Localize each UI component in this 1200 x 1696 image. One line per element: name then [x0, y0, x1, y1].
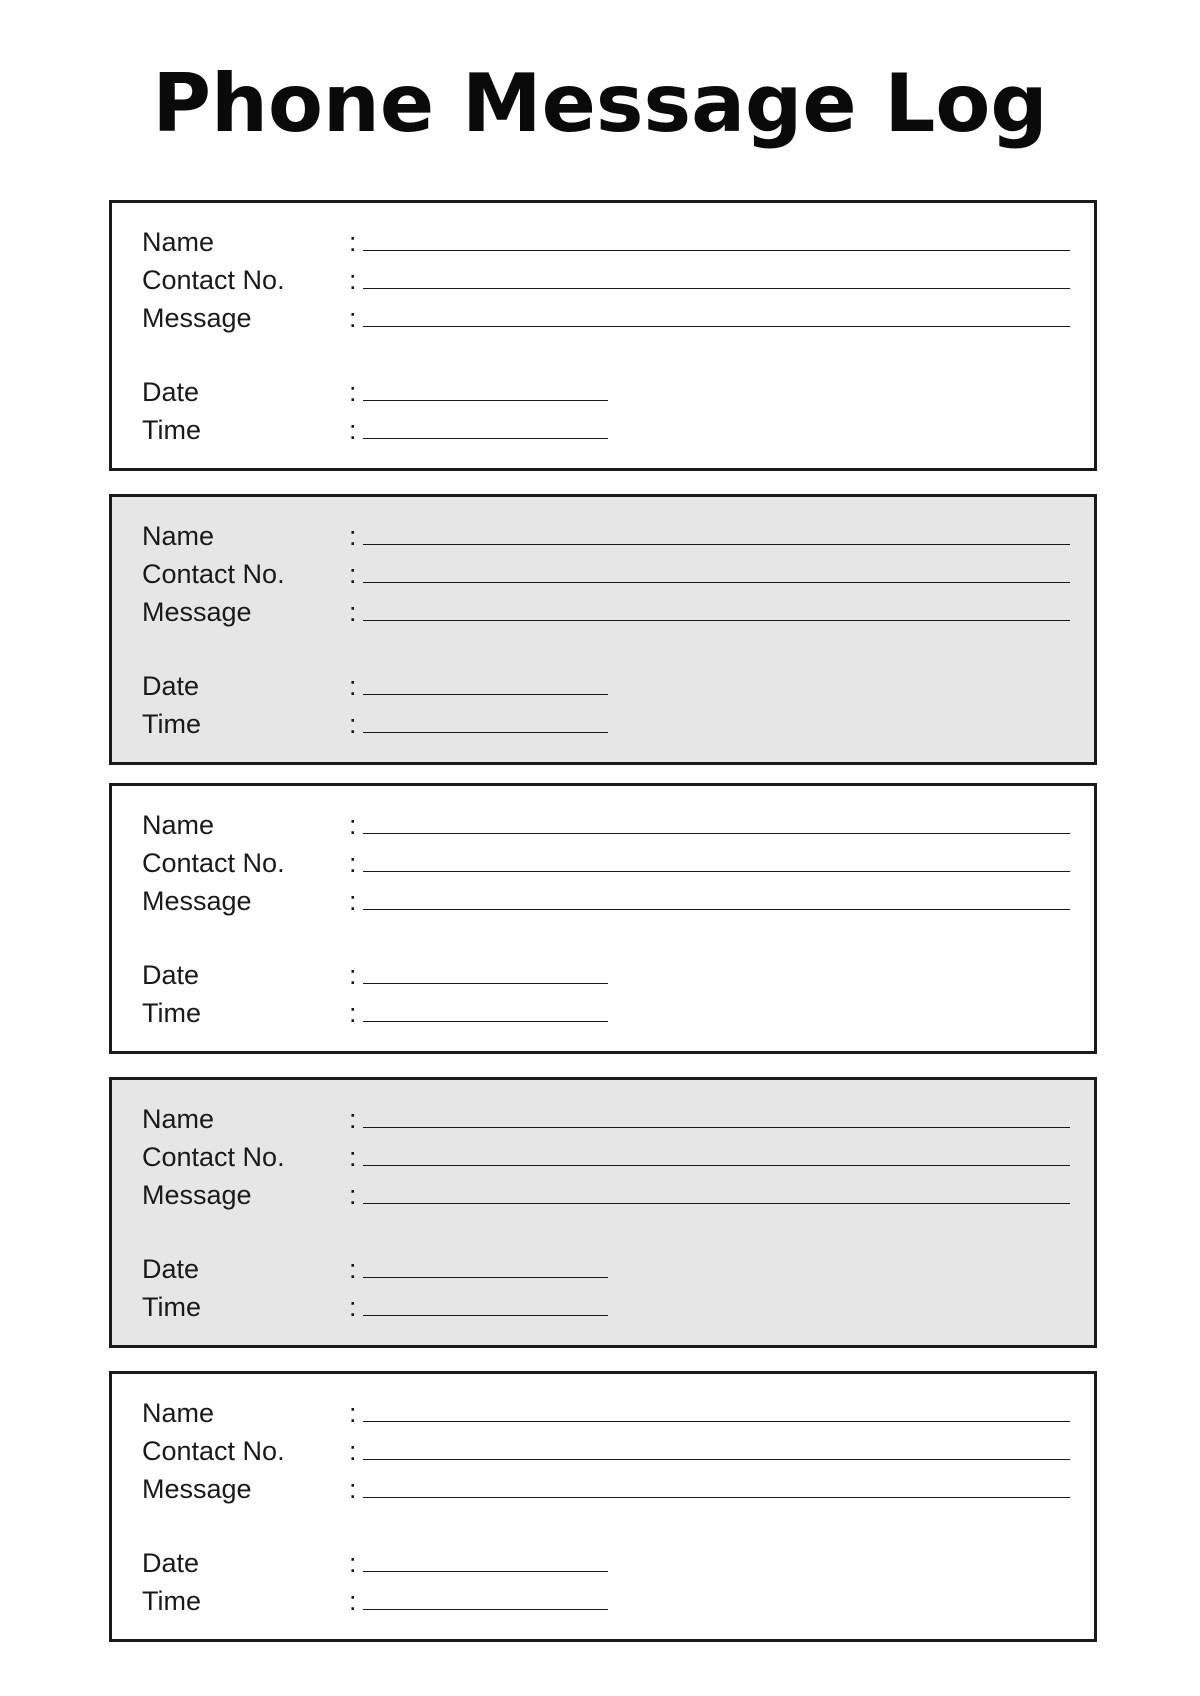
message-blank-line[interactable] — [363, 1497, 1070, 1498]
name-blank-line[interactable] — [363, 250, 1070, 251]
field-separator: : — [349, 415, 357, 445]
field-separator: : — [349, 960, 357, 990]
time-label: Time — [142, 415, 201, 445]
name-field — [112, 1395, 1100, 1431]
date-field — [112, 668, 1100, 704]
time-field — [112, 706, 1100, 742]
field-separator: : — [349, 227, 357, 257]
message-field — [112, 594, 1100, 630]
field-separator: : — [349, 886, 357, 916]
contact-no-label: Contact No. — [142, 559, 285, 589]
name-label: Name — [142, 521, 215, 551]
time-label: Time — [142, 709, 201, 739]
date-label: Date — [142, 1548, 200, 1578]
message-label: Message — [142, 1180, 252, 1210]
field-separator: : — [349, 1180, 357, 1210]
field-separator: : — [349, 559, 357, 589]
contact-no-blank-line[interactable] — [363, 288, 1070, 289]
message-blank-line[interactable] — [363, 326, 1070, 327]
date-blank-line[interactable] — [363, 1571, 608, 1572]
date-field — [112, 1545, 1100, 1581]
field-separator: : — [349, 1142, 357, 1172]
message-entry — [109, 1371, 1097, 1642]
field-separator: : — [349, 1398, 357, 1428]
message-label: Message — [142, 303, 252, 333]
time-field — [112, 1583, 1100, 1619]
name-blank-line[interactable] — [363, 1421, 1070, 1422]
contact-no-blank-line[interactable] — [363, 1459, 1070, 1460]
date-field — [112, 1251, 1100, 1287]
contact-no-field — [112, 1139, 1100, 1175]
time-label: Time — [142, 1292, 201, 1322]
contact-no-label: Contact No. — [142, 1436, 285, 1466]
name-blank-line[interactable] — [363, 544, 1070, 545]
message-blank-line[interactable] — [363, 909, 1070, 910]
time-field — [112, 412, 1100, 448]
field-separator: : — [349, 998, 357, 1028]
contact-no-blank-line[interactable] — [363, 871, 1070, 872]
date-blank-line[interactable] — [363, 983, 608, 984]
name-label: Name — [142, 1398, 215, 1428]
name-label: Name — [142, 1104, 215, 1134]
message-entry — [109, 494, 1097, 765]
date-label: Date — [142, 377, 200, 407]
time-blank-line[interactable] — [363, 732, 608, 733]
name-label: Name — [142, 810, 215, 840]
field-separator: : — [349, 709, 357, 739]
date-blank-line[interactable] — [363, 1277, 608, 1278]
contact-no-field — [112, 556, 1100, 592]
time-field — [112, 995, 1100, 1031]
field-separator: : — [349, 1586, 357, 1616]
contact-no-label: Contact No. — [142, 1142, 285, 1172]
name-field — [112, 518, 1100, 554]
message-field — [112, 1177, 1100, 1213]
contact-no-field — [112, 262, 1100, 298]
field-separator: : — [349, 377, 357, 407]
message-field — [112, 883, 1100, 919]
date-field — [112, 374, 1100, 410]
date-blank-line[interactable] — [363, 694, 608, 695]
message-field — [112, 1471, 1100, 1507]
name-field — [112, 224, 1100, 260]
contact-no-blank-line[interactable] — [363, 1165, 1070, 1166]
date-field — [112, 957, 1100, 993]
contact-no-label: Contact No. — [142, 265, 285, 295]
field-separator: : — [349, 597, 357, 627]
message-label: Message — [142, 1474, 252, 1504]
message-entry — [109, 200, 1097, 471]
time-blank-line[interactable] — [363, 438, 608, 439]
name-blank-line[interactable] — [363, 833, 1070, 834]
time-blank-line[interactable] — [363, 1609, 608, 1610]
name-field — [112, 807, 1100, 843]
contact-no-field — [112, 845, 1100, 881]
field-separator: : — [349, 303, 357, 333]
time-label: Time — [142, 998, 201, 1028]
field-separator: : — [349, 1292, 357, 1322]
message-label: Message — [142, 597, 252, 627]
message-entry — [109, 1077, 1097, 1348]
message-blank-line[interactable] — [363, 1203, 1070, 1204]
field-separator: : — [349, 810, 357, 840]
message-label: Message — [142, 886, 252, 916]
field-separator: : — [349, 1436, 357, 1466]
name-field — [112, 1101, 1100, 1137]
contact-no-label: Contact No. — [142, 848, 285, 878]
field-separator: : — [349, 1254, 357, 1284]
message-blank-line[interactable] — [363, 620, 1070, 621]
message-entry — [109, 783, 1097, 1054]
name-label: Name — [142, 227, 215, 257]
message-field — [112, 300, 1100, 336]
field-separator: : — [349, 521, 357, 551]
field-separator: : — [349, 1104, 357, 1134]
date-label: Date — [142, 1254, 200, 1284]
time-field — [112, 1289, 1100, 1325]
field-separator: : — [349, 265, 357, 295]
name-blank-line[interactable] — [363, 1127, 1070, 1128]
contact-no-field — [112, 1433, 1100, 1469]
field-separator: : — [349, 1474, 357, 1504]
time-label: Time — [142, 1586, 201, 1616]
contact-no-blank-line[interactable] — [363, 582, 1070, 583]
time-blank-line[interactable] — [363, 1021, 608, 1022]
time-blank-line[interactable] — [363, 1315, 608, 1316]
field-separator: : — [349, 671, 357, 701]
date-label: Date — [142, 671, 200, 701]
page-title: Phone Message Log — [152, 57, 1048, 150]
field-separator: : — [349, 848, 357, 878]
date-label: Date — [142, 960, 200, 990]
field-separator: : — [349, 1548, 357, 1578]
date-blank-line[interactable] — [363, 400, 608, 401]
